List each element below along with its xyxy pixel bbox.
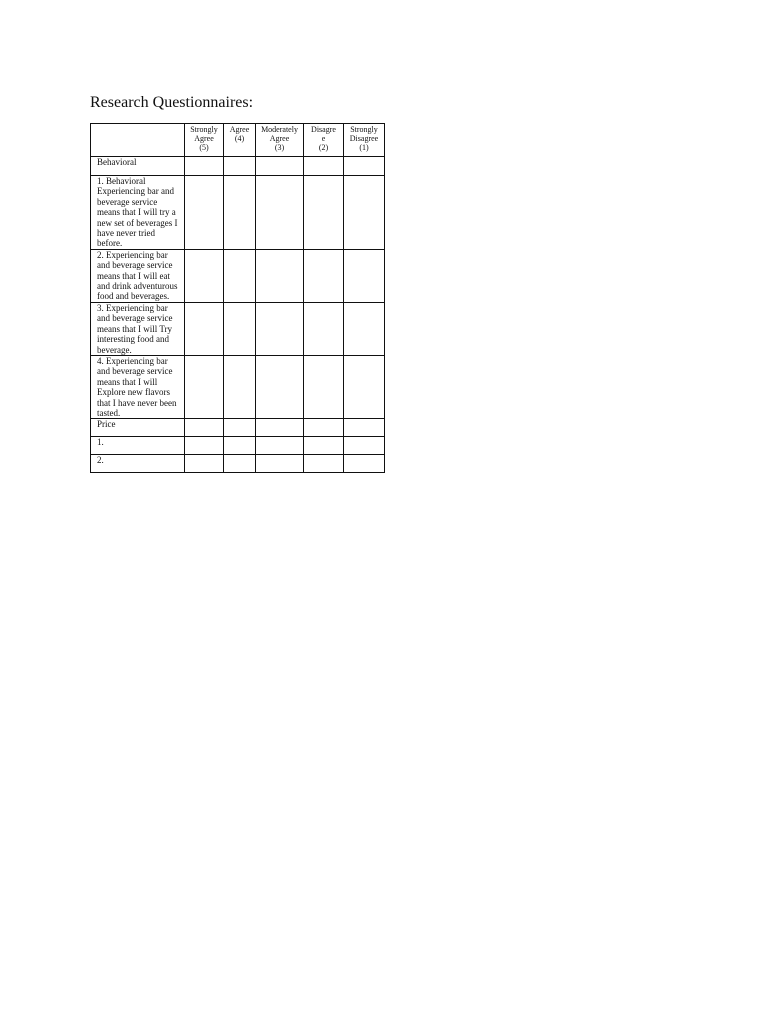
rating-cell (185, 437, 224, 455)
rating-cell (256, 419, 304, 437)
question-text: 1. Behavioral Experiencing bar and beverage service means that I will try a new set of beverages I have never tried before. (91, 176, 185, 250)
rating-cell (304, 302, 344, 355)
rating-cell (256, 437, 304, 455)
rating-cell (344, 455, 385, 473)
section-label-price: Price (91, 419, 185, 437)
rating-cell (304, 355, 344, 418)
section-row-behavioral (91, 157, 385, 176)
rating-cell (256, 455, 304, 473)
section-label-behavioral: Behavioral (91, 157, 185, 176)
rating-cell (224, 455, 256, 473)
table-row (91, 355, 385, 418)
rating-cell (224, 157, 256, 176)
corner-cell (91, 124, 185, 157)
rating-cell (256, 249, 304, 302)
page-title: Research Questionnaires: (90, 94, 254, 111)
rating-cell (344, 157, 385, 176)
question-text: 1. (91, 437, 185, 455)
rating-cell (224, 302, 256, 355)
rating-cell (185, 355, 224, 418)
rating-cell (344, 176, 385, 250)
table-row (91, 437, 385, 455)
rating-cell (224, 419, 256, 437)
questionnaire-table (90, 123, 385, 473)
question-text: 4. Experiencing bar and beverage service means that I will Explore new flavors that I have never been tasted. (91, 355, 185, 418)
rating-cell (344, 437, 385, 455)
rating-cell (224, 437, 256, 455)
rating-cell (256, 355, 304, 418)
rating-cell (304, 249, 344, 302)
rating-cell (224, 355, 256, 418)
rating-cell (304, 437, 344, 455)
rating-cell (344, 249, 385, 302)
header-strongly-agree: Strongly Agree (5) (185, 124, 224, 157)
rating-cell (304, 419, 344, 437)
rating-cell (185, 419, 224, 437)
table-row (91, 176, 385, 250)
question-text: 2. Experiencing bar and beverage service means that I will eat and drink adventurous food and beverages. (91, 249, 185, 302)
rating-cell (344, 355, 385, 418)
header-agree: Agree (4) (224, 124, 256, 157)
rating-cell (185, 176, 224, 250)
section-row-price (91, 419, 385, 437)
question-text: 2. (91, 455, 185, 473)
header-disagree: Disagre e (2) (304, 124, 344, 157)
header-row (91, 124, 385, 157)
rating-cell (304, 157, 344, 176)
rating-cell (256, 302, 304, 355)
rating-cell (256, 176, 304, 250)
rating-cell (185, 249, 224, 302)
question-text: 3. Experiencing bar and beverage service means that I will Try interesting food and beverage. (91, 302, 185, 355)
rating-cell (185, 157, 224, 176)
rating-cell (344, 302, 385, 355)
table-row (91, 249, 385, 302)
rating-cell (344, 419, 385, 437)
rating-cell (256, 157, 304, 176)
header-strongly-disagree: Strongly Disagree (1) (344, 124, 385, 157)
table-row (91, 455, 385, 473)
rating-cell (304, 455, 344, 473)
rating-cell (185, 455, 224, 473)
rating-cell (224, 176, 256, 250)
rating-cell (185, 302, 224, 355)
rating-cell (304, 176, 344, 250)
table-row (91, 302, 385, 355)
rating-cell (224, 249, 256, 302)
header-moderately-agree: Moderately Agree (3) (256, 124, 304, 157)
